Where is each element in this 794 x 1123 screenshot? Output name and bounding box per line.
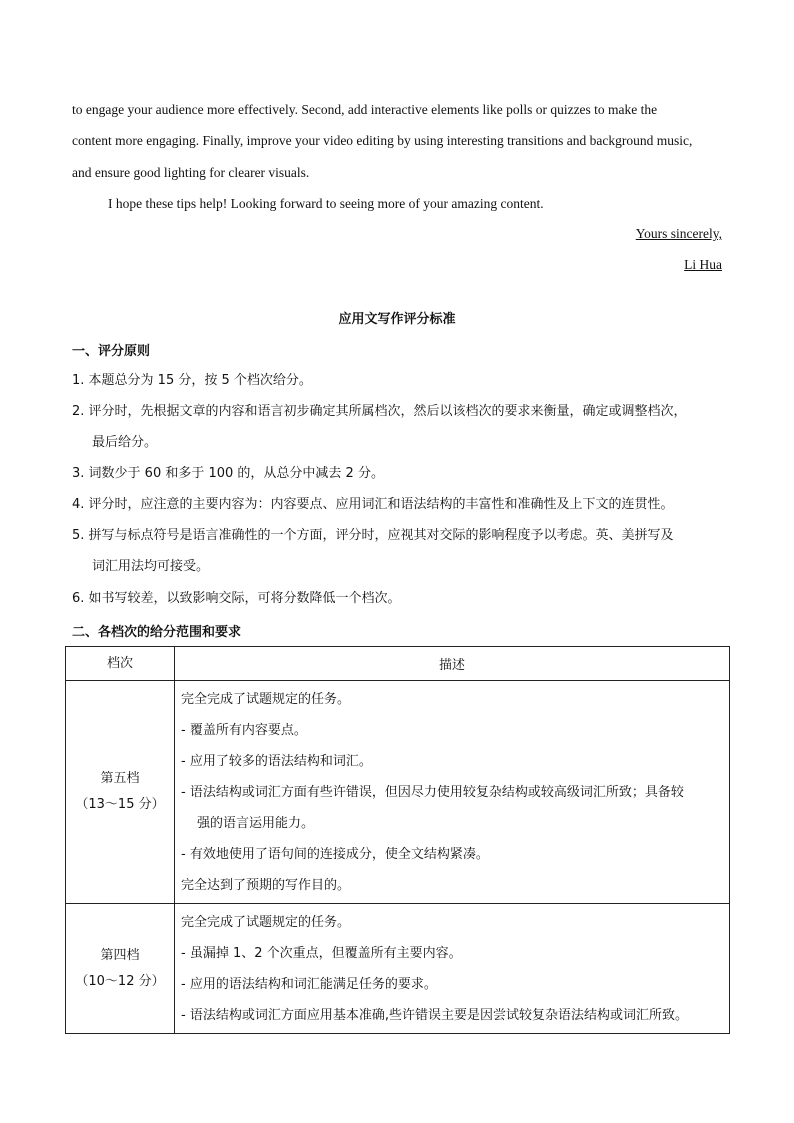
description-line: 完全完成了试题规定的任务。 [181, 692, 351, 707]
table-row [66, 904, 730, 1034]
criteria-title: 应用文写作评分标准 [338, 312, 456, 327]
description-line: - 语法结构或词汇方面有些许错误，但因尽力使用较复杂结构或较高级词汇所致；具备较 [181, 785, 684, 800]
rule-text: 4. 评分时，应注意的主要内容为：内容要点、应用词汇和语法结构的丰富性和准确性及上下文的连贯性。 [72, 497, 674, 512]
letter-closing-paragraph: I hope these tips help! Looking forward to seeing more of your amazing content. [108, 196, 544, 211]
rule-item [72, 396, 734, 458]
rule-item [72, 458, 734, 489]
grade-level-cell [66, 681, 175, 904]
letter-signature: Li Hua [684, 257, 722, 272]
rule-item [72, 489, 734, 520]
rule-text: 5. 拼写与标点符号是语言准确性的一个方面，评分时，应视其对交际的影响程度予以考虑。英、美拼写及 [72, 528, 674, 543]
table-row [66, 681, 730, 904]
section-heading-grades: 二、各档次的给分范围和要求 [72, 625, 242, 640]
description-line: 完全达到了预期的写作目的。 [181, 878, 351, 893]
grade-description-cell [175, 904, 730, 1034]
rule-text: 3. 词数少于 60 和多于 100 的，从总分中减去 2 分。 [72, 466, 384, 481]
header-level: 档次 [66, 647, 175, 681]
grade-range: （10～12 分） [75, 973, 165, 989]
grade-range: （13～15 分） [75, 797, 165, 812]
description-line: 完全完成了试题规定的任务。 [181, 915, 351, 930]
rule-text-continued: 词汇用法均可接受。 [92, 559, 210, 574]
description-line: - 有效地使用了语句间的连接成分，使全文结构紧凑。 [181, 847, 489, 862]
rule-item [72, 365, 734, 396]
letter-closing: Yours sincerely, [635, 226, 722, 241]
rule-text: 2. 评分时，先根据文章的内容和语言初步确定其所属档次，然后以该档次的要求来衡量，确定或调整档次， [72, 404, 687, 419]
rule-text-continued: 最后给分。 [92, 435, 158, 450]
description-line: 强的语言运用能力。 [197, 816, 315, 831]
grade-description-cell [175, 681, 730, 904]
description-line: - 虽漏掉 1、2 个次重点，但覆盖所有主要内容。 [181, 946, 462, 961]
rule-item [72, 520, 734, 582]
rule-item [72, 583, 734, 614]
description-line: - 语法结构或词汇方面应用基本准确,些许错误主要是因尝试较复杂语法结构或词汇所致。 [181, 1008, 688, 1023]
grade-level: 第四档 [100, 947, 140, 963]
grading-table [65, 646, 730, 1034]
rule-text: 1. 本题总分为 15 分，按 5 个档次给分。 [72, 373, 312, 388]
letter-paragraph-line: and ensure good lighting for clearer visuals. [72, 165, 310, 180]
section-heading-principles: 一、评分原则 [72, 344, 151, 359]
letter-paragraph-line: to engage your audience more effectively. Second, add interactive elements like polls or quizzes to make the [72, 102, 658, 117]
grade-level-cell [66, 904, 175, 1034]
header-description: 描述 [175, 647, 730, 681]
description-line: - 覆盖所有内容要点。 [181, 723, 307, 738]
description-line: - 应用的语法结构和词汇能满足任务的要求。 [181, 977, 437, 992]
description-line: - 应用了较多的语法结构和词汇。 [181, 754, 372, 769]
rule-text: 6. 如书写较差，以致影响交际，可将分数降低一个档次。 [72, 591, 401, 606]
grade-level: 第五档 [100, 771, 140, 786]
letter-paragraph-line: content more engaging. Finally, improve your video editing by using interesting transitions and background music, [72, 133, 693, 148]
table-header-row [66, 647, 730, 681]
